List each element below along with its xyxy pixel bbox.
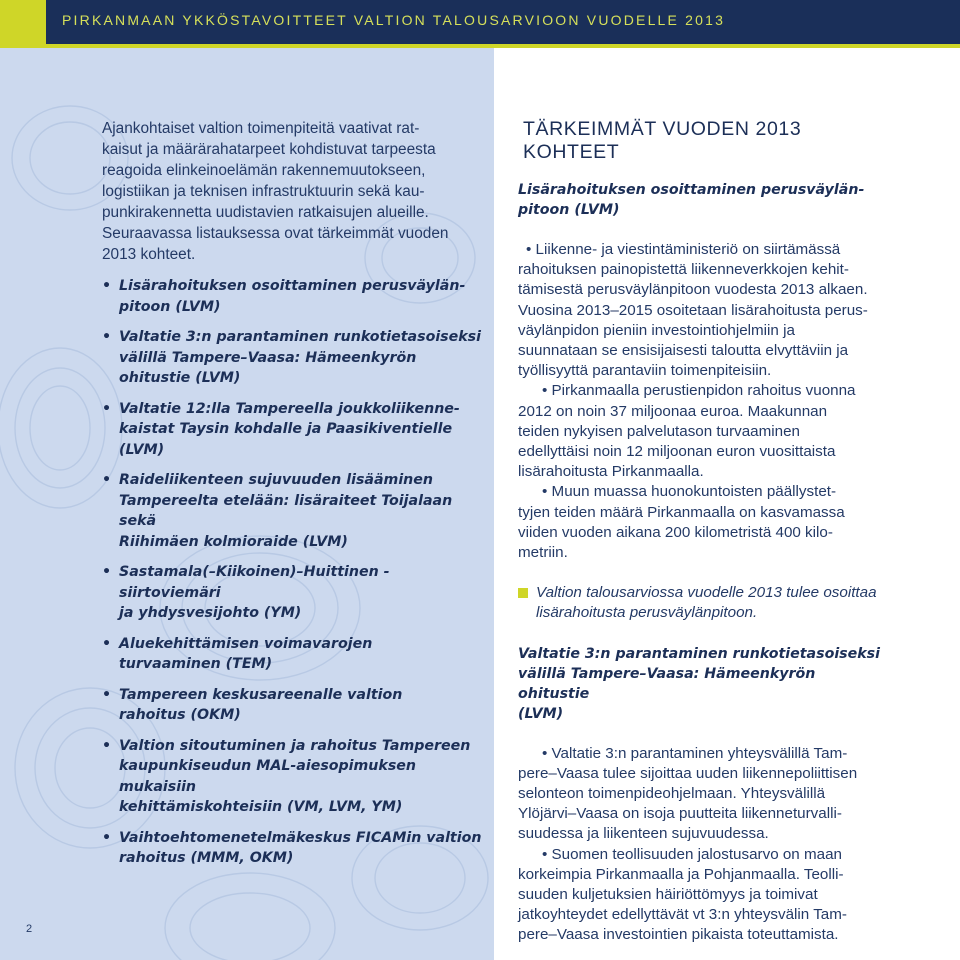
priority-item-text: Vaihtoehtomenetelmäkeskus FICAMin valtion rahoitus (MMM, OKM) — [119, 829, 482, 866]
priority-item — [102, 327, 482, 389]
priority-item — [102, 470, 482, 552]
priority-item-text: Valtatie 3:n parantaminen runkotietasoiseksi välillä Tampere–Vaasa: Hämeenkyrön ohitustie (LVM) — [119, 329, 481, 386]
page-number: 2 — [26, 923, 33, 935]
body-line: viiden vuoden aikana 200 kilometristä 400 kilo- — [518, 523, 833, 541]
body-line: väylänpidon pieniin investointiohjelmiin ja — [518, 321, 795, 339]
body-line: • Pirkanmaalla perustienpidon rahoitus vuonna — [542, 382, 856, 400]
priority-item — [102, 828, 482, 869]
priority-list — [102, 276, 482, 879]
intro-paragraph — [102, 118, 472, 265]
bullet-icon: • — [102, 564, 112, 580]
body-line: 2012 on noin 37 miljoonaa euroa. Maakunnan — [518, 402, 828, 420]
priority-item-text: Raideliikenteen sujuvuuden lisääminen Tampereelta etelään: lisäraiteet Toijalaan sekä Riihimäen kolmioraide (LVM) — [119, 472, 453, 550]
priority-item — [102, 736, 482, 818]
paragraph-basic-maintenance — [518, 240, 888, 563]
square-bullet-icon — [518, 588, 528, 598]
body-line: • Suomen teollisuuden jalostusarvo on maan — [542, 845, 842, 863]
left-column — [0, 48, 494, 960]
highlight-note — [518, 583, 888, 623]
intro-line: Ajankohtaiset valtion toimenpiteitä vaativat rat- — [102, 120, 420, 137]
body-line: pere–Vaasa tulee sijoittaa uuden liikennepoliittisen — [518, 764, 858, 782]
body-line: korkeimpia Pirkanmaalla ja Pohjanmaalla. Teolli- — [518, 865, 844, 883]
body-line: rahoituksen painopistettä liikenneverkkojen kehit- — [518, 261, 849, 279]
page-header-title: PIRKANMAAN YKKÖSTAVOITTEET VALTION TALOUSARVIOON VUODELLE 2013 — [62, 12, 726, 28]
body-line: Vuosina 2013–2015 osoitetaan lisärahoitusta perus- — [518, 301, 868, 319]
priority-item-text: Aluekehittämisen voimavarojen turvaaminen (TEM) — [119, 635, 373, 672]
body-line: tyjen teiden määrä Pirkanmaalla on kasvamassa — [518, 503, 845, 521]
subheading-valtatie-3: Valtatie 3:n parantaminen runkotietasoiseksi välillä Tampere–Vaasa: Hämeenkyrön ohitustie (LVM) — [518, 645, 880, 722]
body-line: Ylöjärvi–Vaasa on isoja puutteita liikenneturvalli- — [518, 805, 842, 823]
body-line: pere–Vaasa investointien pikaista toteuttamista. — [518, 926, 839, 944]
priority-item — [102, 562, 482, 624]
body-line: edellyttäisi noin 12 miljoonan euron vuosittaista — [518, 443, 836, 461]
priority-item-text: Lisärahoituksen osoittaminen perusväylän- pitoon (LVM) — [119, 278, 466, 315]
body-line: selonteon toimenpideohjelmaan. Yhteysvälillä — [518, 785, 826, 803]
body-line: tämisestä perusväylänpitoon vuodesta 2013 alkaen. — [518, 281, 868, 299]
body-line: • Liikenne- ja viestintäministeriö on siirtämässä — [526, 241, 841, 258]
body-line: suudessa ja liikenteen sujuvuudessa. — [518, 825, 769, 843]
intro-line: 2013 kohteet. — [102, 246, 196, 263]
priority-item-text: Sastamala(–Kiikoinen)–Huittinen -siirtoviemäri ja yhdysvesijohto (YM) — [119, 564, 390, 621]
bullet-icon: • — [102, 329, 112, 345]
section-heading: TÄRKEIMMÄT VUODEN 2013 KOHTEET — [523, 118, 802, 163]
body-line: suuden kuljetuksien häiriöttömyys ja toimivat — [518, 886, 818, 904]
intro-line: kaisut ja määrärahatarpeet kohdistuvat tarpeesta — [102, 141, 436, 158]
priority-item — [102, 634, 482, 675]
priority-item — [102, 685, 482, 726]
subheading-basic-maintenance: Lisärahoituksen osoittaminen perusväylän- pitoon (LVM) — [518, 182, 865, 218]
priority-item-text: Tampereen keskusareenalle valtion rahoitus (OKM) — [119, 686, 403, 723]
paragraph-valtatie-3 — [518, 744, 888, 946]
body-line: metriin. — [518, 544, 568, 562]
bullet-icon: • — [102, 829, 112, 846]
body-line: suunnataan se ensisijaisesti taloutta elvyttäviin ja — [518, 342, 849, 360]
bullet-icon: • — [102, 472, 112, 488]
priority-item — [102, 399, 482, 461]
body-line: työllisyyttä parantaviin toimenpiteisiin. — [518, 362, 772, 380]
intro-line: Seuraavassa listauksessa ovat tärkeimmät vuoden — [102, 225, 449, 242]
body-line: • Valtatie 3:n parantaminen yhteysvälillä Tam- — [542, 744, 848, 762]
intro-line: logistiikan ja teknisen infrastruktuurin sekä kau- — [102, 183, 425, 200]
bullet-icon: • — [102, 737, 112, 754]
highlight-text: Valtion talousarviossa vuodelle 2013 tulee osoittaa lisärahoitusta perusväylänpitoon. — [536, 584, 877, 622]
priority-item-text: Valtion sitoutuminen ja rahoitus Tampereen kaupunkiseudun MAL-aiesopimuksen mukaisiin kehittämiskohteisiin (VM, LVM, YM) — [119, 737, 471, 815]
bullet-icon: • — [102, 400, 112, 417]
body-line: teiden nykyisen palvelutason turvaaminen — [518, 422, 800, 440]
priority-item-text: Valtatie 12:lla Tampereella joukkoliikenne- kaistat Taysin kohdalle ja Paasikiventielle (LVM) — [119, 400, 460, 458]
bullet-icon: • — [102, 278, 112, 294]
body-line: • Muun muassa huonokuntoisten päällystet- — [542, 483, 837, 501]
body-line: lisärahoitusta Pirkanmaalla. — [518, 463, 704, 481]
intro-line: reagoida elinkeinoelämän rakennemuutokseen, — [102, 162, 426, 179]
right-column — [518, 118, 888, 946]
bullet-icon: • — [102, 635, 112, 652]
header-bar — [46, 0, 960, 44]
bullet-icon: • — [102, 686, 112, 703]
priority-item — [102, 276, 482, 317]
body-line: jatkoyhteydet edellyttävät vt 3:n yhteysvälin Tam- — [518, 906, 847, 924]
intro-line: punkirakennetta uudistavien ratkaisujen alueille. — [102, 204, 429, 221]
